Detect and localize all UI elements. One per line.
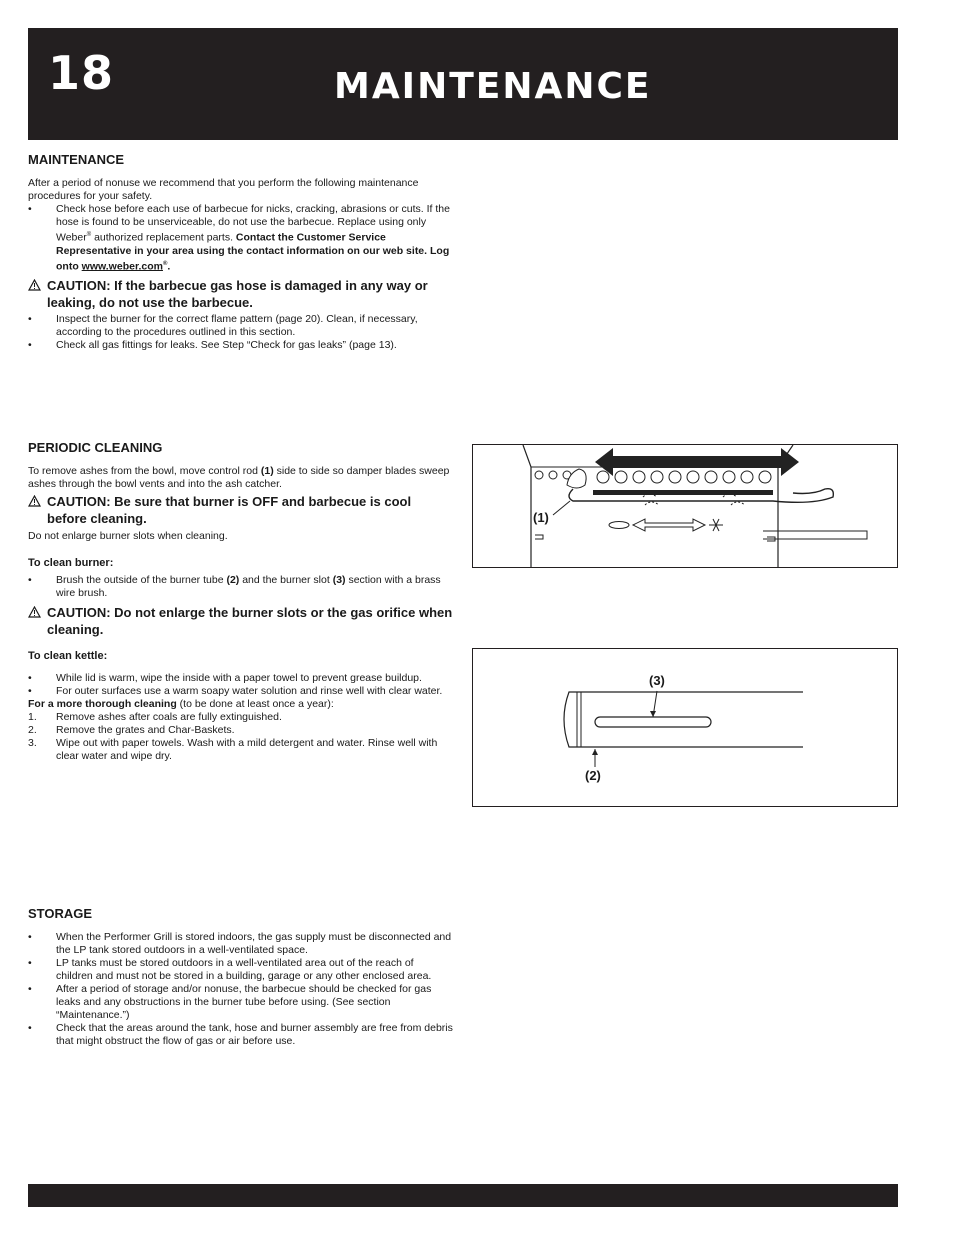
bullet-text: Check all gas fittings for leaks. See Step “Check for gas leaks” (page 13).: [56, 339, 397, 351]
clean-kettle-heading: To clean kettle:: [28, 650, 108, 662]
page-number: 18: [48, 46, 115, 100]
warning-triangle-icon: [28, 278, 41, 295]
contact-text: Contact the Customer Service Representative in your area using the contact information on our web site. Log onto: [56, 231, 450, 272]
storage-heading: STORAGE: [28, 906, 93, 921]
thorough-rest: (to be done at least once a year):: [176, 698, 334, 710]
list-item: [28, 685, 453, 698]
bullet-icon: •: [28, 983, 32, 995]
figure-burner-tube: [472, 648, 898, 807]
caution-text: CAUTION: Do not enlarge the burner slots or the gas orifice when cleaning.: [47, 605, 453, 637]
footer-bar: [28, 1184, 898, 1207]
bullet-icon: •: [28, 1022, 32, 1034]
intro-text: side to side so damper blades sweep ashes through the bowl vents and into the ash catcher.: [28, 465, 450, 490]
maintenance-heading: MAINTENANCE: [28, 152, 125, 167]
caution-text: CAUTION: If the barbecue gas hose is damaged in any way or leaking, do not use the barbecue.: [47, 278, 428, 310]
list-item: [28, 339, 453, 352]
caution-burner-slots: [28, 604, 453, 638]
callout-ref: (1): [260, 465, 274, 477]
clean-burner-heading: To clean burner:: [28, 557, 114, 569]
bullet-icon: •: [28, 313, 32, 325]
bullet-text: .: [167, 260, 171, 272]
step-number: 1.: [28, 711, 37, 723]
registered-mark: ®: [162, 260, 168, 267]
bullet-text: Check hose before each use of barbecue for nicks, cracking, abrasions or cuts. If the hose is found to be unserviceable, do not use the barbecue. Replace using only Weber: [56, 203, 450, 244]
bullet-text: Brush the outside of the burner tube: [56, 574, 227, 586]
intro-text: To remove ashes from the bowl, move control rod: [28, 465, 261, 477]
burner-tube-illustration: [473, 649, 897, 806]
callout-label-1: (1): [533, 510, 549, 525]
periodic-cleaning-heading: PERIODIC CLEANING: [28, 440, 163, 455]
bullet-text: When the Performer Grill is stored indoors, the gas supply must be disconnected and the LP tank stored outdoors in a well-ventilated space.: [56, 931, 452, 956]
bullet-icon: •: [28, 339, 32, 351]
thorough-cleaning-text: [28, 698, 453, 711]
bullet-text: While lid is warm, wipe the inside with a paper towel to prevent grease buildup.: [56, 672, 422, 684]
list-item: [28, 672, 453, 685]
bullet-text: Check that the areas around the tank, hose and burner assembly are free from debris that might obstruct the flow of gas or air before use.: [56, 1022, 453, 1047]
periodic-intro: [28, 465, 453, 491]
bullet-text: authorized replacement parts.: [91, 231, 236, 244]
bullet-icon: •: [28, 931, 32, 943]
list-item: [28, 983, 453, 1022]
page-title: MAINTENANCE: [334, 66, 652, 107]
storage-section: [28, 906, 453, 1048]
periodic-cleaning-section: [28, 440, 453, 763]
bullet-icon: •: [28, 672, 32, 684]
list-item: [28, 931, 453, 957]
step-number: 3.: [28, 737, 37, 749]
thorough-steps-list: [28, 711, 453, 763]
kettle-bullet-list: [28, 672, 453, 698]
weber-link[interactable]: www.weber.com: [81, 260, 163, 272]
caution-burner-off: [28, 493, 453, 527]
caution-hose: [28, 277, 453, 311]
thorough-bold: For a more thorough cleaning: [28, 698, 177, 710]
bullet-icon: •: [28, 574, 32, 586]
bullet-text: LP tanks must be stored outdoors in a well-ventilated area out of the reach of children and must not be stored in a building, garage or any other enclosed area.: [56, 957, 432, 982]
list-item: [28, 711, 453, 724]
step-text: Remove the grates and Char-Baskets.: [56, 724, 235, 736]
caution-text: CAUTION: Be sure that burner is OFF and barbecue is cool before cleaning.: [47, 494, 412, 526]
list-item: [28, 1022, 453, 1048]
bullet-icon: •: [28, 203, 32, 215]
figure-control-rod: [472, 444, 898, 568]
bullet-text: After a period of storage and/or nonuse, the barbecue should be checked for gas leaks and any obstructions in the burner tube before using. (See section “Maintenance.”): [56, 983, 432, 1021]
registered-mark: ®: [86, 232, 92, 238]
callout-label-3: (3): [649, 673, 665, 688]
list-item: [28, 203, 453, 273]
warning-triangle-icon: [28, 494, 41, 511]
header-bar: [28, 28, 898, 140]
control-rod-illustration: [473, 445, 897, 567]
storage-bullet-list: [28, 931, 453, 1048]
maintenance-intro: After a period of nonuse we recommend that you perform the following maintenance procedures for your safety.: [28, 177, 419, 202]
callout-label-2: (2): [585, 768, 601, 783]
burner-bullet-list: [28, 574, 453, 600]
warning-triangle-icon: [28, 605, 41, 622]
step-number: 2.: [28, 724, 37, 736]
note-text: Do not enlarge burner slots when cleaning.: [28, 530, 228, 542]
maintenance-bullet-list: [28, 203, 453, 273]
list-item: [28, 724, 453, 737]
bullet-text: Inspect the burner for the correct flame pattern (page 20). Clean, if necessary, according to the procedures outlined in this section.: [56, 313, 418, 338]
step-text: Wipe out with paper towels. Wash with a mild detergent and water. Rinse well with clear water and wipe dry.: [56, 737, 438, 762]
bullet-text: and the burner slot: [239, 574, 333, 586]
callout-ref: (3): [332, 574, 346, 586]
list-item: [28, 737, 453, 763]
bullet-text: section with a brass wire brush.: [56, 574, 441, 599]
list-item: [28, 957, 453, 983]
bullet-icon: •: [28, 957, 32, 969]
callout-ref: (2): [226, 574, 240, 586]
list-item: [28, 313, 453, 339]
step-text: Remove ashes after coals are fully extinguished.: [56, 711, 282, 723]
list-item: [28, 574, 453, 600]
bullet-icon: •: [28, 685, 32, 697]
bullet-text: For outer surfaces use a warm soapy water solution and rinse well with clear water.: [56, 685, 443, 697]
maintenance-section: [28, 152, 453, 352]
maintenance-bullet-list-2: [28, 313, 453, 352]
